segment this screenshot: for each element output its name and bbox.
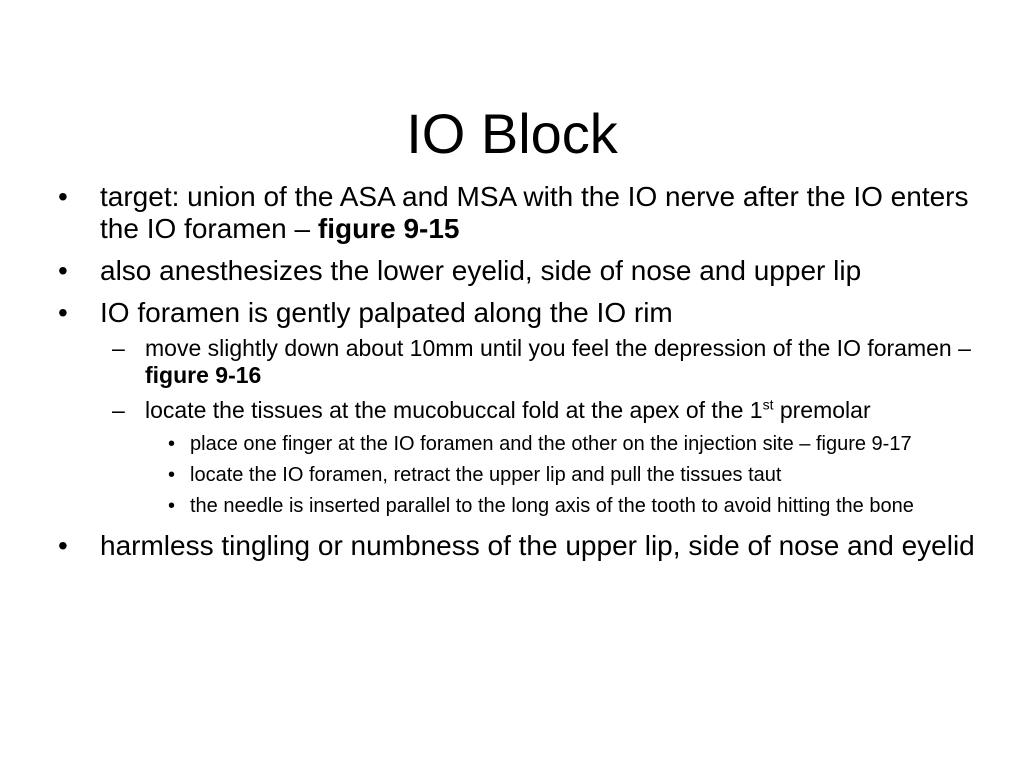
slide-title: IO Block bbox=[406, 101, 618, 165]
sub-bullet-text: move slightly down about 10mm until you feel the depression of the IO foramen – bbox=[145, 335, 971, 361]
sub-sub-bullet-marker: • bbox=[168, 433, 176, 455]
bullet-marker: • bbox=[58, 297, 68, 328]
bullet-text: IO foramen is gently palpated along the IO rim bbox=[100, 297, 673, 328]
sub-sub-bullet-needle-inserted bbox=[58, 494, 978, 518]
figure-reference: figure 9-15 bbox=[317, 213, 460, 244]
bullet-item-anesthesizes bbox=[58, 255, 978, 287]
bullet-text: harmless tingling or numbness of the upper lip, side of nose and eyelid bbox=[100, 530, 975, 561]
sub-bullet-locate-tissues bbox=[58, 397, 978, 424]
bullet-marker: • bbox=[58, 255, 68, 286]
bullet-list bbox=[58, 181, 978, 572]
bullet-item-tingling bbox=[58, 530, 978, 562]
sub-bullet-move-down bbox=[58, 335, 978, 389]
sub-sub-bullet-text: place one finger at the IO foramen and the other on the injection site – figure 9-17 bbox=[190, 433, 912, 455]
bullet-text: also anesthesizes the lower eyelid, side of nose and upper lip bbox=[100, 255, 862, 286]
sub-sub-bullet-text: the needle is inserted parallel to the long axis of the tooth to avoid hitting the bone bbox=[190, 495, 914, 517]
sub-sub-bullet-text: locate the IO foramen, retract the upper lip and pull the tissues taut bbox=[190, 464, 782, 486]
sub-bullet-text-after: premolar bbox=[773, 397, 871, 423]
sub-bullet-text: locate the tissues at the mucobuccal fold at the apex of the 1 bbox=[145, 397, 763, 423]
sub-bullet-marker: – bbox=[112, 397, 125, 423]
sub-sub-bullet-marker: • bbox=[168, 464, 176, 486]
bullet-marker: • bbox=[58, 181, 68, 212]
bullet-marker: • bbox=[58, 530, 68, 561]
sub-sub-bullet-retract-lip bbox=[58, 463, 978, 487]
bullet-item-target bbox=[58, 181, 978, 245]
sub-sub-bullet-place-finger bbox=[58, 432, 978, 456]
superscript: st bbox=[762, 396, 774, 413]
bullet-item-foramen bbox=[58, 297, 978, 329]
sub-sub-bullet-marker: • bbox=[168, 495, 176, 517]
figure-reference: figure 9-16 bbox=[145, 362, 262, 388]
sub-bullet-marker: – bbox=[112, 335, 125, 361]
bullet-text: target: union of the ASA and MSA with the IO nerve after the IO enters the IO foramen – bbox=[100, 181, 969, 244]
